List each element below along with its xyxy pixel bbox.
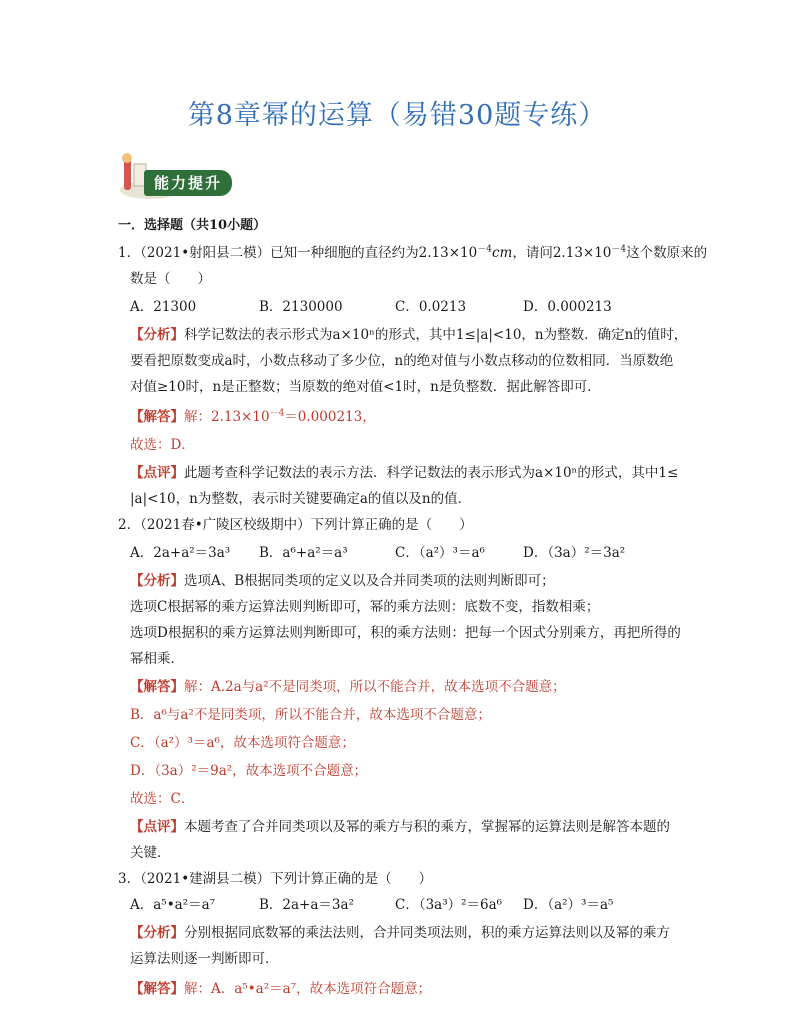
q2-analysis-line1 bbox=[130, 572, 555, 590]
q1-answer-line bbox=[130, 408, 376, 426]
q2-analysis-text1: 选项A、B根据同类项的定义以及合并同类项的法则判断即可； bbox=[184, 573, 555, 589]
q2-answer-line1 bbox=[130, 678, 566, 696]
q1-options bbox=[130, 298, 612, 316]
section-heading: 一．选择题（共10小题） bbox=[118, 218, 267, 233]
q1-analysis-line1 bbox=[130, 326, 687, 344]
q1-analysis-line3: 对值≥10时，n是正整数；当原数的绝对值<1时，n是负整数．据此解答即可． bbox=[130, 379, 601, 395]
q3-option-c: C．（3a³）²＝6a⁶ bbox=[395, 897, 503, 913]
q1-number: 1． bbox=[118, 245, 141, 261]
q2-answer-line4: D．（3a）²＝9a²，故本选项不合题意； bbox=[130, 763, 368, 779]
q1-stem bbox=[118, 244, 707, 262]
q2-answer-line2: B．a⁶与a²不是同类项，所以不能合并，故本选项不合题意； bbox=[130, 707, 491, 723]
badge-label: 能力提升 bbox=[144, 170, 232, 196]
q3-answer-text1: 解：A．a⁵•a²＝a⁷，故本选项符合题意； bbox=[184, 981, 432, 997]
document-title: 第8章幂的运算（易错30题专练） bbox=[187, 100, 607, 131]
q2-comment-tag: 【点评】 bbox=[130, 819, 184, 835]
q2-option-d: D．（3a）²＝3a² bbox=[523, 545, 626, 561]
q2-analysis-line4: 幂相乘． bbox=[130, 651, 184, 667]
q3-answer-tag: 【解答】 bbox=[130, 981, 184, 997]
q3-option-d: D．（a²）³＝a⁵ bbox=[523, 897, 614, 913]
q1-choose: 故选：D． bbox=[130, 437, 195, 453]
q2-source: （2021春•广陵区校级期中） bbox=[140, 517, 311, 533]
q3-stem-text: 下列计算正确的是（ ） bbox=[270, 871, 433, 887]
q3-analysis-text1: 分别根据同底数幂的乘法法则，合并同类项法则，积的乘方运算法则以及幂的乘方 bbox=[184, 925, 670, 941]
q2-analysis-line3: 选项D根据积的乘方运算法则判断即可，积的乘方法则：把每一个因式分别乘方，再把所得的 bbox=[130, 625, 681, 641]
q2-option-c: C．（a²）³＝a⁶ bbox=[395, 545, 485, 561]
q2-answer-tag: 【解答】 bbox=[130, 679, 184, 695]
q3-option-b: B．2a+a＝3a² bbox=[259, 897, 354, 913]
q2-comment-text1: 本题考查了合并同类项以及幂的乘方与积的乘方，掌握幂的运算法则是解答本题的 bbox=[184, 819, 670, 835]
q1-exponent-1: －4 bbox=[477, 244, 492, 255]
q1-stem-b: ，请问2.13×10 bbox=[512, 245, 612, 261]
q1-option-a: A．21300 bbox=[130, 299, 197, 315]
q3-option-a: A．a⁵•a²＝a⁷ bbox=[130, 897, 216, 913]
q1-option-b: B．2130000 bbox=[259, 299, 343, 315]
q3-number: 3． bbox=[118, 871, 141, 887]
q1-comment-text1: 此题考查科学记数法的表示方法．科学记数法的表示形式为a×10ⁿ的形式，其中1≤ bbox=[184, 465, 679, 481]
q1-answer-exponent: －4 bbox=[269, 408, 285, 419]
q1-unit: cm bbox=[491, 245, 513, 261]
q1-analysis-line2: 要看把原数变成a时，小数点移动了多少位，n的绝对值与小数点移动的位数相同．当原数绝 bbox=[130, 353, 674, 369]
q2-comment-line1 bbox=[130, 818, 670, 836]
q1-stem-a: 已知一种细胞的直径约为2.13×10 bbox=[270, 245, 478, 261]
q2-options bbox=[130, 544, 625, 562]
q3-source: （2021•建湖县二模） bbox=[140, 871, 271, 887]
q2-analysis-line2: 选项C根据幂的乘方运算法则判断即可，幂的乘方法则：底数不变，指数相乘； bbox=[130, 599, 600, 615]
q1-answer-tag: 【解答】 bbox=[130, 409, 184, 425]
q3-analysis-line2: 运算法则逐一判断即可． bbox=[130, 951, 279, 967]
q3-stem bbox=[118, 870, 432, 888]
q1-analysis-text1: 科学记数法的表示形式为a×10ⁿ的形式，其中1≤|a|<10，n为整数．确定n的值时， bbox=[184, 327, 688, 343]
q2-comment-line2: 关键． bbox=[130, 845, 171, 861]
q1-comment-tag: 【点评】 bbox=[130, 465, 184, 481]
q2-answer-text1: 解：A.2a与a²不是同类项，所以不能合并，故本选项不合题意； bbox=[184, 679, 566, 695]
q2-stem bbox=[118, 516, 473, 534]
q2-answer-line3: C．（a²）³＝a⁶，故本选项符合题意； bbox=[130, 735, 355, 751]
q1-comment-line1 bbox=[130, 464, 678, 482]
q2-stem-text: 下列计算正确的是（ ） bbox=[310, 517, 473, 533]
q3-options bbox=[130, 896, 613, 914]
q3-analysis-tag: 【分析】 bbox=[130, 925, 184, 941]
q1-stem-c: 这个数原来的 bbox=[626, 245, 708, 261]
q2-choose: 故选：C． bbox=[130, 791, 195, 807]
q1-source: （2021•射阳县二模） bbox=[140, 245, 271, 261]
q1-option-d: D．0.000213 bbox=[523, 299, 612, 315]
q1-option-c: C．0.0213 bbox=[395, 299, 467, 315]
badge-figure-head bbox=[122, 153, 132, 163]
q1-exponent-2: －4 bbox=[611, 244, 627, 255]
q1-answer-a: 解：2.13×10 bbox=[184, 409, 270, 425]
q1-answer-b: ＝0.000213， bbox=[284, 409, 376, 425]
q1-analysis-tag: 【分析】 bbox=[130, 327, 184, 343]
q2-number: 2． bbox=[118, 517, 141, 533]
q3-analysis-line1 bbox=[130, 924, 670, 942]
q3-answer-line1 bbox=[130, 980, 431, 998]
q1-stem-line2: 数是（ ） bbox=[130, 271, 211, 287]
q2-option-a: A．2a+a²＝3a³ bbox=[130, 545, 231, 561]
q2-option-b: B．a⁶+a²＝a³ bbox=[259, 545, 348, 561]
q1-comment-line2: |a|<10，n为整数，表示时关键要确定a的值以及n的值． bbox=[130, 491, 472, 507]
q2-analysis-tag: 【分析】 bbox=[130, 573, 184, 589]
